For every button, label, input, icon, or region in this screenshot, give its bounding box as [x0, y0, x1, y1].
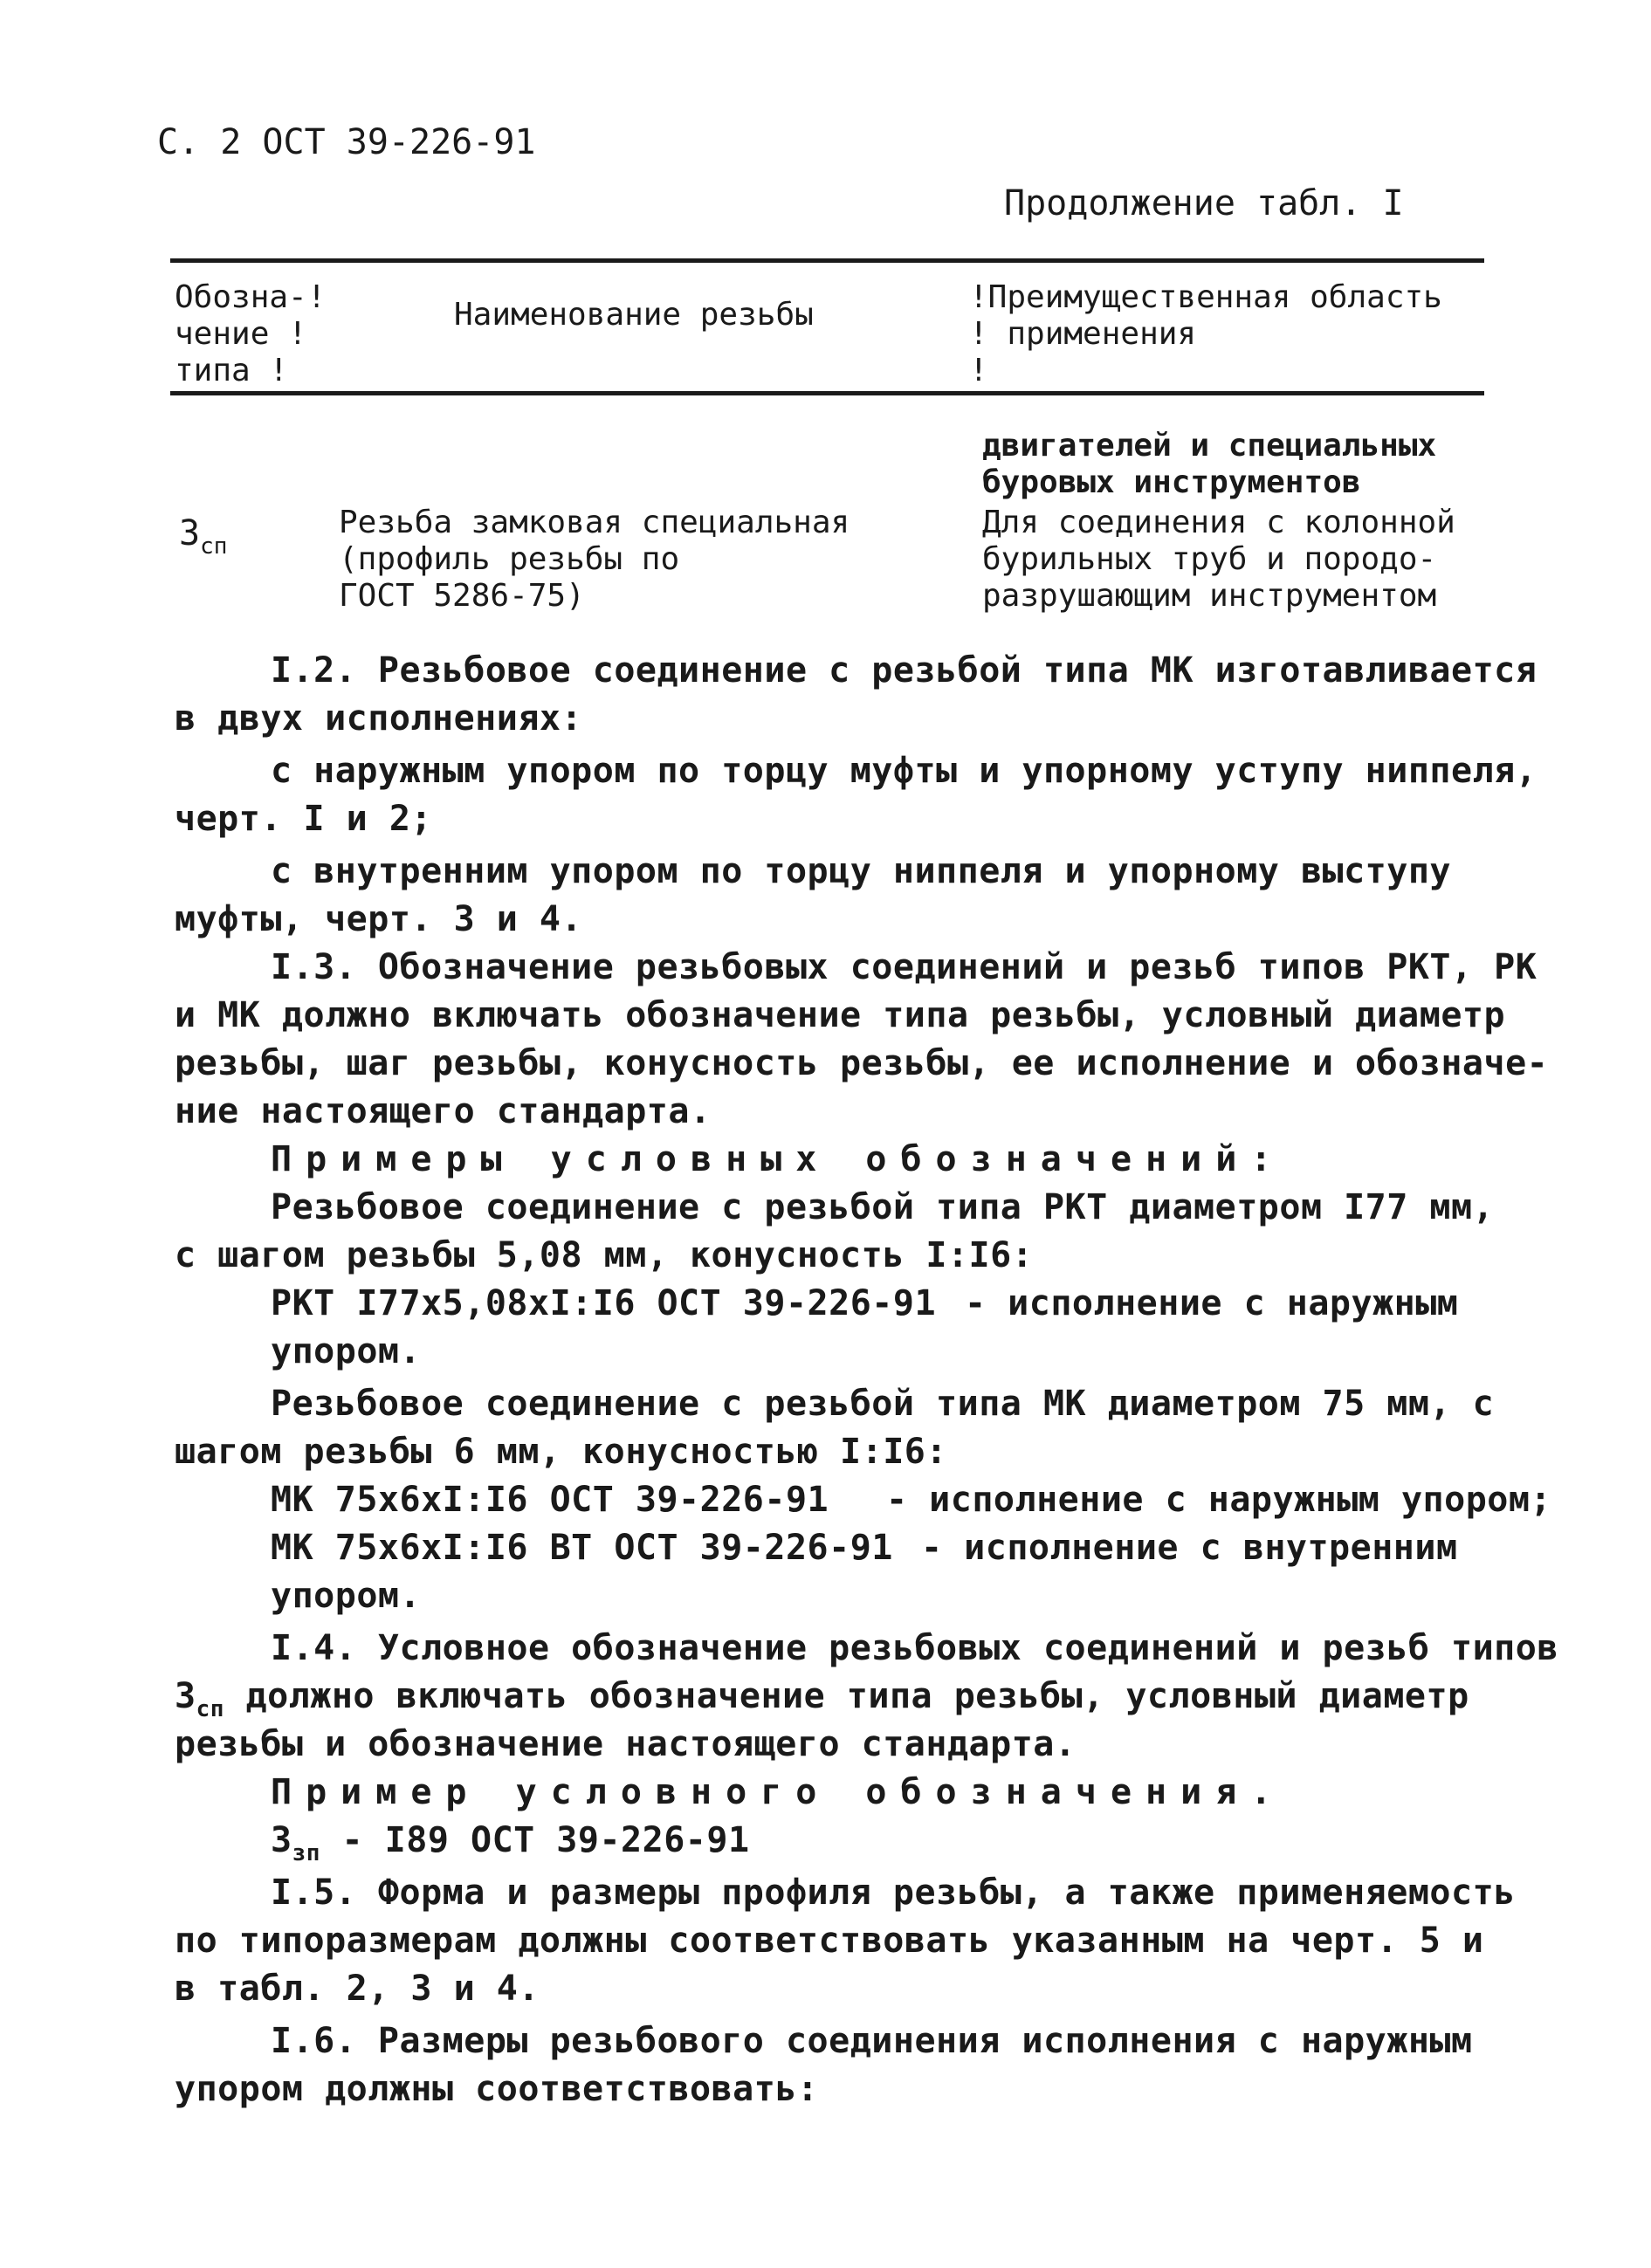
paragraph-1-3-line2: и МК должно включать обозначение типа резьбы, условный диаметр	[175, 995, 1506, 1035]
paragraph-1-3-line3: резьбы, шаг резьбы, конусность резьбы, ее исполнение и обозначе-	[175, 1043, 1549, 1083]
table-top-rule	[170, 258, 1484, 263]
col-name-header: Наименование резьбы	[454, 297, 814, 333]
example-3-code: МК 75х6хI:I6 ВТ ОСТ 39-226-91	[271, 1528, 893, 1568]
row-application: Для соединения с колонной бурильных труб и породо- разрушающим инструментом	[982, 505, 1455, 614]
example-2-description: - исполнение с наружным упором;	[886, 1480, 1552, 1520]
example-3-description: - исполнение с внутренним	[921, 1528, 1458, 1568]
paragraph-1-5-line3: в табл. 2, 3 и 4.	[175, 1969, 540, 2009]
paragraph-1-2a-line2: черт. I и 2;	[175, 799, 432, 839]
paragraph-1-3-line1: I.3. Обозначение резьбовых соединений и резьб типов РКТ, РК	[271, 947, 1537, 987]
previous-row-continuation: двигателей и специальных буровых инструментов	[982, 428, 1437, 500]
paragraph-1-4-line2: $З_{сп}$ должно включать обозначение типа резьбы, условный диаметр	[175, 1676, 1469, 1722]
paragraph-1-4-line1: I.4. Условное обозначение резьбовых соединений и резьб типов	[271, 1628, 1558, 1668]
page-reference: С. 2 ОСТ 39-226-91	[157, 122, 536, 162]
table-continuation-label: Продолжение табл. I	[1004, 183, 1404, 223]
examples-heading: Примеры условных обозначений:	[271, 1139, 1286, 1179]
example-code: $З_{зп} - I89$ ОСТ 39-226-91	[271, 1820, 750, 1866]
example-1-description-cont: упором.	[271, 1331, 422, 1371]
example-2-line1: Резьбовое соединение с резьбой типа МК диаметром 75 мм, с	[271, 1384, 1495, 1424]
example-2-line2: шагом резьбы 6 мм, конусностью I:I6:	[175, 1432, 947, 1472]
example-1-line2: с шагом резьбы 5,08 мм, конусность I:I6:	[175, 1235, 1034, 1275]
example-1-code: РКТ I77х5,08хI:I6 ОСТ 39-226-91	[271, 1283, 937, 1323]
paragraph-1-6-line1: I.6. Размеры резьбового соединения исполнения с наружным	[271, 2021, 1473, 2061]
col-use-header: !Преимущественная область ! применения !	[969, 279, 1442, 388]
paragraph-1-2a-line1: с наружным упором по торцу муфты и упорному уступу ниппеля,	[271, 751, 1537, 791]
paragraph-1-2-line1: I.2. Резьбовое соединение с резьбой типа МК изготавливается	[271, 650, 1537, 691]
paragraph-1-2b-line1: с внутренним упором по торцу ниппеля и упорному выступу	[271, 851, 1452, 891]
example-heading: Пример условного обозначения.	[271, 1772, 1286, 1812]
row-type-code: $З_{сп}$	[179, 513, 228, 560]
paragraph-1-5-line2: по типоразмерам должны соответствовать указанным на черт. 5 и	[175, 1921, 1484, 1961]
example-1-description: - исполнение с наружным	[965, 1283, 1459, 1323]
col-type-header: Обозна-! чение ! типа !	[175, 279, 327, 388]
paragraph-1-4-line3: резьбы и обозначение настоящего стандарта.	[175, 1724, 1077, 1764]
paragraph-1-6-line2: упором должны соответствовать:	[175, 2069, 819, 2109]
example-2-code: МК 75х6хI:I6 ОСТ 39-226-91	[271, 1480, 829, 1520]
example-1-line1: Резьбовое соединение с резьбой типа РКТ диаметром I77 мм,	[271, 1187, 1495, 1227]
paragraph-1-3-line4: ние настоящего стандарта.	[175, 1091, 712, 1131]
row-thread-name: Резьба замковая специальная (профиль резьбы по ГОСТ 5286-75)	[339, 505, 850, 614]
example-3-description-cont: упором.	[271, 1576, 422, 1616]
paragraph-1-2b-line2: муфты, черт. 3 и 4.	[175, 899, 583, 939]
table-header-rule	[170, 391, 1484, 395]
paragraph-1-2-line2: в двух исполнениях:	[175, 698, 583, 739]
paragraph-1-5-line1: I.5. Форма и размеры профиля резьбы, а также применяемость	[271, 1873, 1516, 1913]
